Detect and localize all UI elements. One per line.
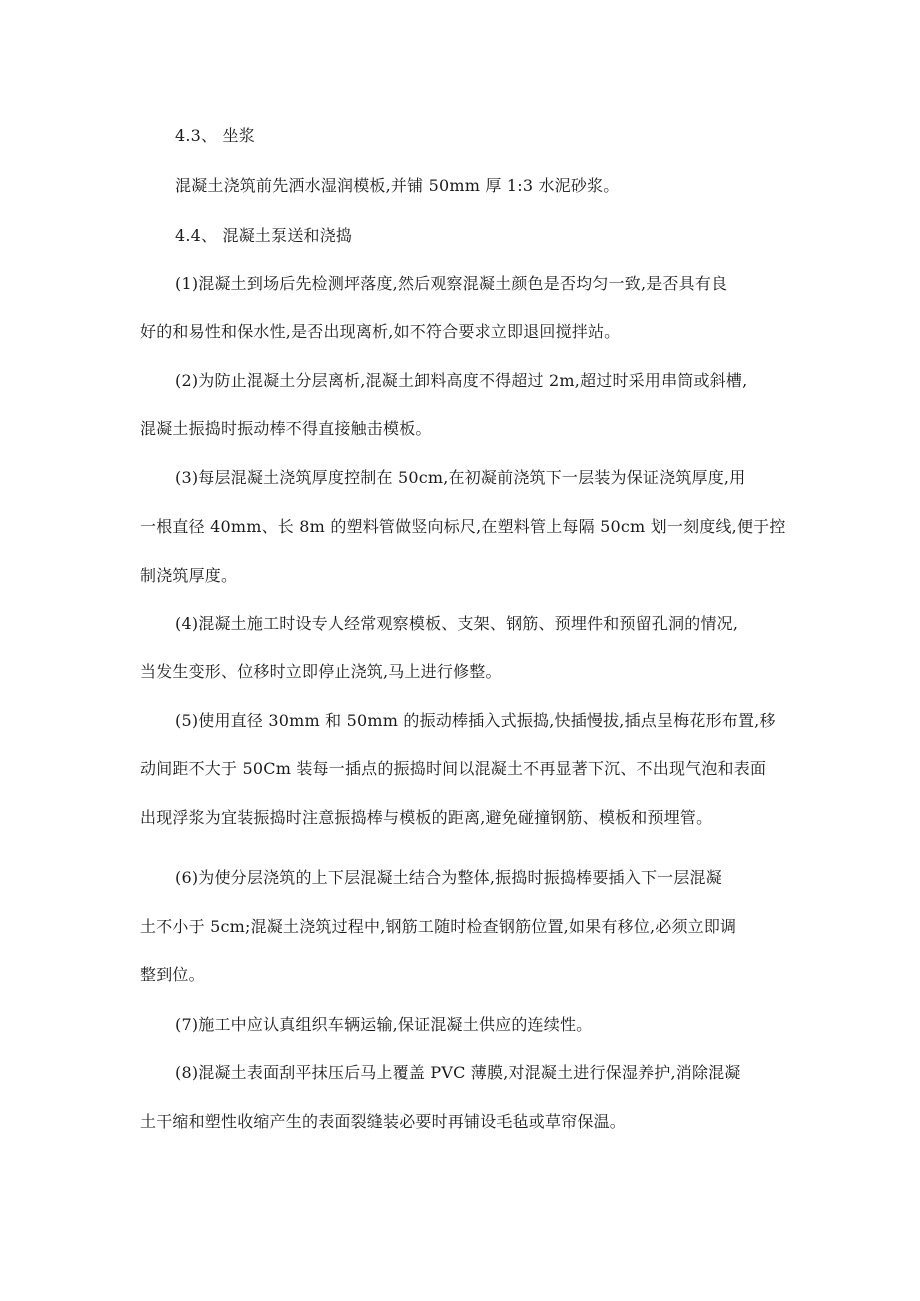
paragraph-line: (5)使用直径 30mm 和 50mm 的振动棒插入式振捣,快插慢拔,插点呈梅花形布置,移	[175, 711, 776, 730]
paragraph-line: 当发生变形、位移时立即停止浇筑,马上进行修整。	[140, 662, 502, 681]
paragraph-line: 混凝土振捣时振动棒不得直接触击模板。	[140, 419, 432, 438]
section-heading-4-3: 4.3、 坐浆	[175, 126, 255, 145]
section-heading-4-4: 4.4、 混凝土泵送和浇捣	[175, 226, 353, 245]
paragraph-line: (7)施工中应认真组织车辆运输,保证混凝土供应的连续性。	[175, 1015, 593, 1034]
paragraph-line: 混凝土浇筑前先洒水湿润模板,并铺 50mm 厚 1:3 水泥砂浆。	[175, 176, 620, 195]
paragraph-line: 动间距不大于 50Cm 装每一插点的振捣时间以混凝土不再显著下沉、不出现气泡和表面	[140, 759, 767, 778]
paragraph-line: (8)混凝土表面刮平抹压后马上覆盖 PVC 薄膜,对混凝土进行保湿养护,消除混凝	[175, 1063, 741, 1082]
paragraph-line: 土干缩和塑性收缩产生的表面裂缝装必要时再铺设毛毡或草帘保温。	[140, 1112, 627, 1131]
paragraph-line: 整到位。	[140, 965, 205, 984]
paragraph-line: (6)为使分层浇筑的上下层混凝土结合为整体,振捣时振捣棒要插入下一层混凝	[175, 868, 722, 887]
paragraph-line: 土不小于 5cm;混凝土浇筑过程中,钢筋工随时检查钢筋位置,如果有移位,必须立即调	[140, 917, 737, 936]
paragraph-line: (4)混凝土施工时设专人经常观察模板、支架、钢筋、预埋件和预留孔洞的情况,	[175, 614, 739, 633]
paragraph-line: 好的和易性和保水性,是否出现离析,如不符合要求立即退回搅拌站。	[140, 322, 621, 341]
paragraph-line: 一根直径 40mm、长 8m 的塑料管做竖向标尺,在塑料管上每隔 50cm 划一刻度线,便于控	[140, 517, 786, 536]
paragraph-line: (1)混凝土到场后先检测坪落度,然后观察混凝土颜色是否均匀一致,是否具有良	[175, 274, 728, 293]
paragraph-line: 出现浮浆为宜装振捣时注意振捣棒与模板的距离,避免碰撞钢筋、模板和预埋管。	[140, 808, 713, 827]
paragraph-line: (3)每层混凝土浇筑厚度控制在 50cm,在初凝前浇筑下一层装为保证浇筑厚度,用	[175, 468, 746, 487]
paragraph-line: 制浇筑厚度。	[140, 566, 238, 585]
paragraph-line: (2)为防止混凝土分层离析,混凝土卸料高度不得超过 2m,超过时采用串筒或斜槽,	[175, 371, 748, 390]
